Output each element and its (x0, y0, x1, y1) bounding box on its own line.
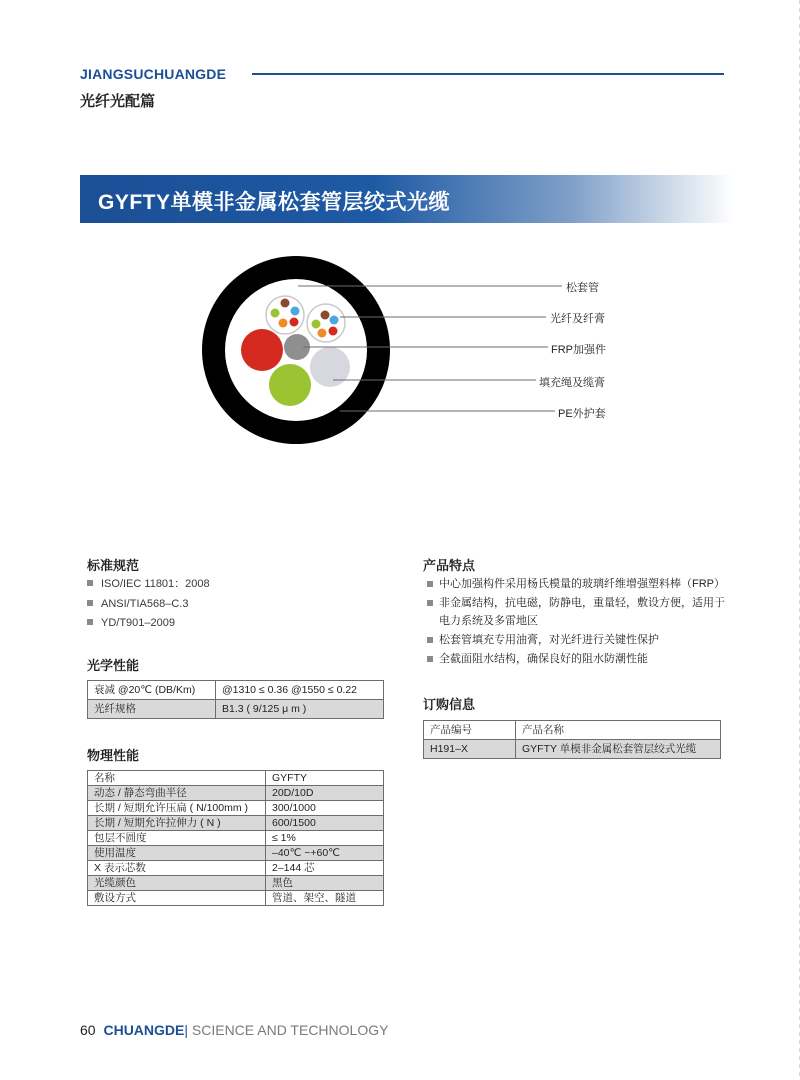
filler-green (269, 364, 311, 406)
table-row (88, 846, 384, 861)
table-cell: 黑色 (266, 876, 384, 891)
table-row (88, 786, 384, 801)
table-row (88, 876, 384, 891)
table-header-cell: 产品编号 (424, 721, 516, 740)
feature-item: 非金属结构，抗电磁，防静电，重量轻，敷设方便，适用于电力系统及多雷地区 (427, 594, 727, 630)
optical-heading: 光学性能 (87, 658, 140, 673)
table-cell: B1.3 ( 9/125 μ m ) (216, 700, 384, 719)
label-loose-tube: 松套管 (566, 282, 599, 294)
brand-name: JIANGSUCHUANGDE (80, 66, 227, 82)
table-cell: 长期 / 短期允许压扁 ( N/100mm ) (88, 801, 266, 816)
table-cell: 使用温度 (88, 846, 266, 861)
table-cell: 长期 / 短期允许拉伸力 ( N ) (88, 816, 266, 831)
table-row (424, 721, 721, 740)
label-pe-jacket: PE外护套 (558, 408, 606, 420)
table-cell: 名称 (88, 771, 266, 786)
filler-white (310, 347, 350, 387)
table-cell: 20D/10D (266, 786, 384, 801)
table-cell: 光纤规格 (88, 700, 216, 719)
table-cell: GYFTY (266, 771, 384, 786)
table-row (88, 771, 384, 786)
table-cell: GYFTY 单模非金属松套管层绞式光缆 (516, 740, 721, 759)
label-filler: 填充绳及缆膏 (539, 377, 605, 389)
standard-item: ISO/IEC 11801：2008 (87, 575, 210, 593)
product-title: GYFTY单模非金属松套管层绞式光缆 (98, 191, 451, 214)
table-row (88, 861, 384, 876)
physical-heading: 物理性能 (87, 748, 140, 763)
optical-table (87, 680, 384, 719)
table-cell: 600/1500 (266, 816, 384, 831)
table-row (88, 700, 384, 719)
table-cell: 2–144 芯 (266, 861, 384, 876)
order-heading: 订购信息 (423, 697, 476, 712)
page-footer (80, 1022, 388, 1038)
standard-item: YD/T901–2009 (87, 614, 175, 632)
loose-tube-1 (266, 296, 304, 334)
table-cell: 衰减 @20℃ (DB/Km) (88, 681, 216, 700)
footer-separator: | (184, 1022, 188, 1038)
table-cell: ≤ 1% (266, 831, 384, 846)
table-row (88, 891, 384, 906)
footer-tagline: SCIENCE AND TECHNOLOGY (188, 1022, 389, 1038)
table-cell: 包层不圆度 (88, 831, 266, 846)
feature-item: 松套管填充专用油膏，对光纤进行关键性保护 (427, 631, 727, 649)
table-row (424, 740, 721, 759)
loose-tube-2 (307, 304, 345, 342)
table-row (88, 801, 384, 816)
page-number: 60 (80, 1022, 96, 1038)
table-cell: X 表示芯数 (88, 861, 266, 876)
table-row (88, 681, 384, 700)
table-cell: 动态 / 静态弯曲半径 (88, 786, 266, 801)
features-heading: 产品特点 (423, 558, 476, 573)
table-cell: 光缆颜色 (88, 876, 266, 891)
filler-red (241, 329, 283, 371)
order-table (423, 720, 721, 759)
table-row (88, 816, 384, 831)
table-row (88, 831, 384, 846)
table-cell: 敷设方式 (88, 891, 266, 906)
feature-item: 全截面阻水结构，确保良好的阻水防潮性能 (427, 650, 727, 668)
table-header-cell: 产品名称 (516, 721, 721, 740)
feature-item: 中心加强构件采用杨氏模量的玻璃纤维增强塑料棒（FRP） (427, 575, 727, 593)
standards-heading: 标准规范 (87, 558, 140, 573)
footer-brand: CHUANGDE (103, 1022, 185, 1038)
section-subtitle: 光纤光配篇 (80, 93, 156, 110)
table-cell: H191–X (424, 740, 516, 759)
table-cell: –40℃ ~+60℃ (266, 846, 384, 861)
table-cell: @1310 ≤ 0.36 @1550 ≤ 0.22 (216, 681, 384, 700)
standard-item: ANSI/TIA568–C.3 (87, 595, 188, 613)
label-fiber-gel: 光纤及纤膏 (550, 313, 605, 325)
table-cell: 管道、架空、隧道 (266, 891, 384, 906)
table-cell: 300/1000 (266, 801, 384, 816)
label-frp: FRP加强件 (551, 344, 606, 356)
physical-table (87, 770, 384, 906)
